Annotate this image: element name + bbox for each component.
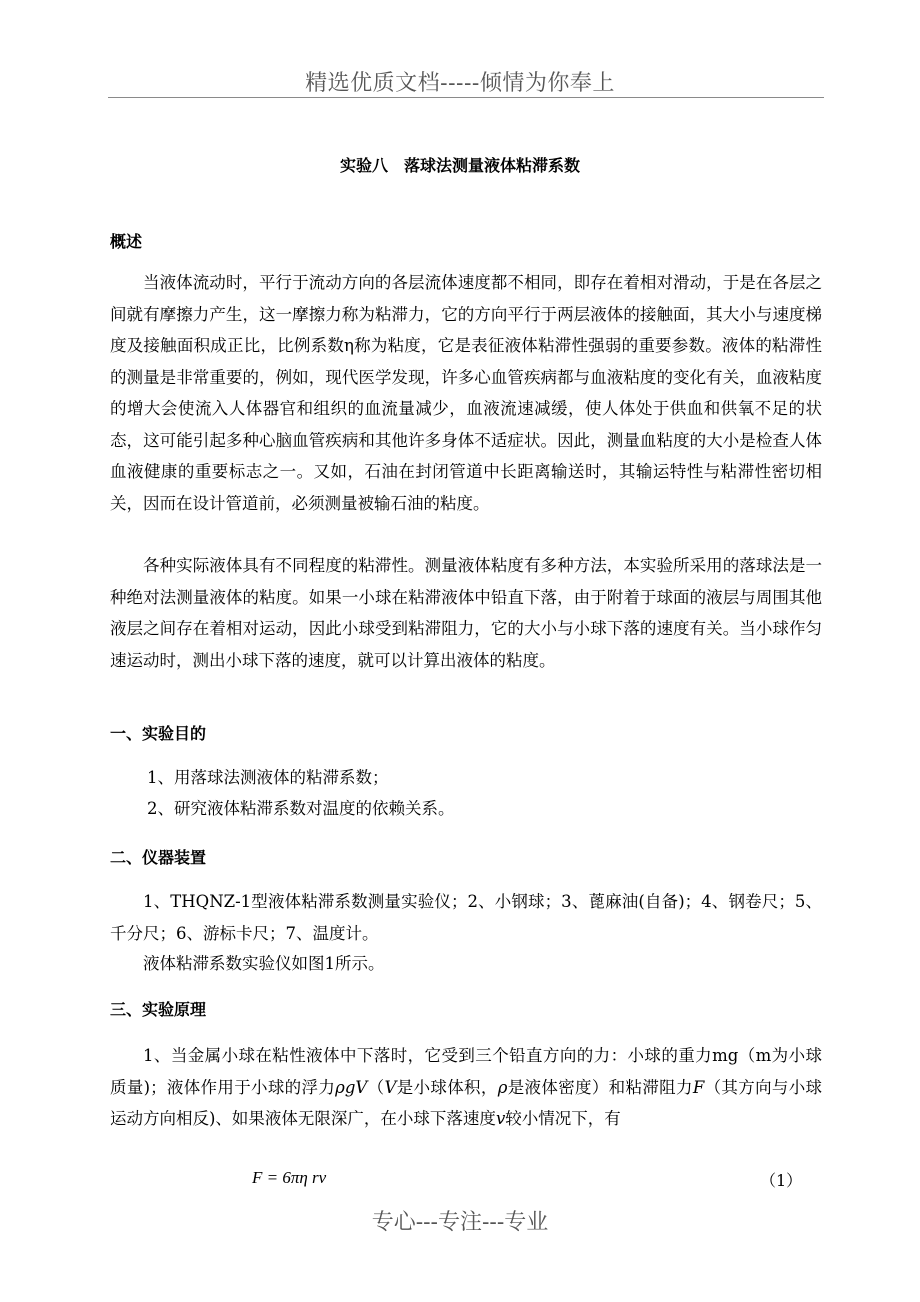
purpose-item-2: 2、研究液体粘滞系数对温度的依赖关系。	[147, 799, 455, 818]
page-footer: 专心---专注---专业	[371, 1210, 549, 1235]
header-divider	[108, 97, 824, 98]
apparatus-list: 1、THQNZ-1型液体粘滞系数测量实验仪；2、小钢球；3、蓖麻油(自备)；4、钢卷尺；5、千分尺；6、游标卡尺；7、温度计。	[110, 892, 822, 943]
overview-heading: 概述	[110, 232, 143, 251]
equation-number: （1）	[760, 1171, 803, 1190]
equation-1	[0, 1168, 920, 1198]
overview-paragraph-2: 各种实际液体具有不同程度的粘滞性。测量液体粘度有多种方法，本实验所采用的落球法是一种绝对法测量液体的粘度。如果一小球在粘滞液体中铅直下落，由于附着于球面的液层与周围其他液层之间存在着相对运动，因此小球受到粘滞阻力，它的大小与小球下落的速度有关。当小球作匀速运动时，测出小球下落的速度，就可以计算出液体的粘度。	[110, 556, 822, 670]
symbol-velocity: v	[495, 1109, 506, 1128]
page-header: 精选优质文档-----倾情为你奉上	[305, 71, 615, 96]
section-2-heading: 二、仪器装置	[110, 848, 207, 867]
symbol-density: ρ	[497, 1077, 508, 1097]
symbol-force: F	[692, 1077, 705, 1097]
apparatus-figure-note: 液体粘滞系数实验仪如图1所示。	[143, 954, 385, 973]
overview-paragraph-1: 当液体流动时，平行于流动方向的各层流体速度都不相同，即存在着相对滑动，于是在各层之间就有摩擦力产生，这一摩擦力称为粘滞力，它的方向平行于两层液体的接触面，其大小与速度梯度及接触面积成正比，比例系数η称为粘度，它是表征液体粘滞性强弱的重要参数。液体的粘滞性的测量是非常重要的，例如，现代医学发现，许多心血管疾病都与血液粘度的变化有关，血液粘度的增大会使流入人体器官和组织的血流量减少，血液流速减缓，使人体处于供血和供氧不足的状态，这可能引起多种心脑血管疾病和其他许多身体不适症状。因此，测量血粘度的大小是检查人体血液健康的重要标志之一。又如，石油在封闭管道中长距离输送时，其输运特性与粘滞性密切相关，因而在设计管道前，必须测量被输石油的粘度。	[110, 273, 822, 513]
section-1-heading: 一、实验目的	[110, 724, 207, 743]
equation-formula: F = 6πη rv	[252, 1168, 327, 1187]
document-title: 实验八 落球法测量液体粘滞系数	[339, 156, 580, 175]
section-3-heading: 三、实验原理	[110, 1000, 207, 1019]
purpose-item-1: 1、用落球法测液体的粘滞系数；	[147, 768, 389, 787]
principle-paragraph: 1、当金属小球在粘性液体中下落时，它受到三个铅直方向的力：小球的重力mg（m为小球质量)；液体作用于小球的浮力ρgV（V是小球体积，ρ是液体密度）和粘滞阻力F（其方向与小球运动方向相反)、如果液体无限深广，在小球下落速度v较小情况下，有	[110, 1046, 823, 1128]
symbol-volume: V	[384, 1077, 397, 1097]
symbol-rho-g-v: ρgV	[335, 1077, 368, 1097]
